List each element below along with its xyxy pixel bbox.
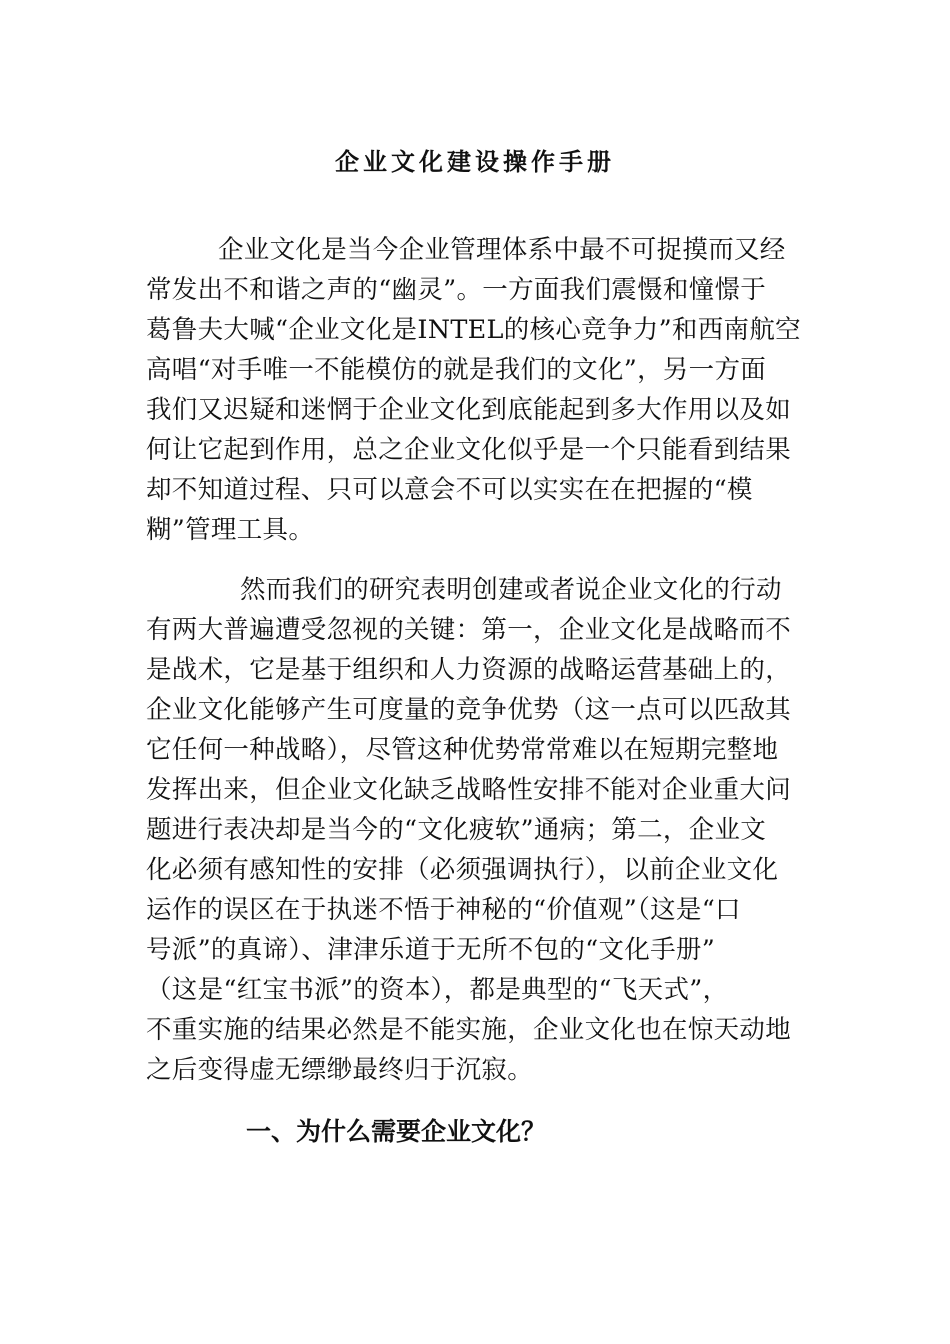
- paragraph-line: 常发出不和谐之声的“幽灵”。一方面我们震慑和憧憬于: [146, 275, 767, 305]
- paragraph-line: 发挥出来，但企业文化缺乏战略性安排不能对企业重大问: [146, 775, 792, 805]
- document-title: 企业文化建设操作手册: [335, 147, 615, 176]
- paragraph-line: 题进行表决却是当今的“文化疲软”通病；第二，企业文: [146, 815, 767, 845]
- paragraph-line: 糊”管理工具。: [146, 515, 315, 545]
- paragraph-line: 企业文化能够产生可度量的竞争优势（这一点可以匹敌其: [146, 695, 792, 725]
- paragraph-line: 之后变得虚无缥缈最终归于沉寂。: [146, 1055, 534, 1085]
- paragraph-line: 它任何一种战略），尽管这种优势常常难以在短期完整地: [146, 735, 779, 765]
- paragraph-line: 企业文化是当今企业管理体系中最不可捉摸而又经: [218, 235, 786, 265]
- paragraph-line: 化必须有感知性的安排（必须强调执行），以前企业文化: [146, 855, 779, 885]
- paragraph-line: 葛鲁夫大喊“企业文化是INTEL的核心竞争力”和西南航空: [146, 315, 801, 345]
- paragraph-intro: [146, 230, 808, 550]
- section-heading: 一、为什么需要企业文化？: [246, 1117, 547, 1146]
- paragraph-line: 何让它起到作用，总之企业文化似乎是一个只能看到结果: [146, 435, 792, 465]
- paragraph-line: 号派”的真谛）、津津乐道于无所不包的“文化手册”: [146, 935, 716, 965]
- paragraph-line: 运作的误区在于执迷不悟于神秘的“价值观”（这是“口: [146, 895, 741, 925]
- paragraph-line: 然而我们的研究表明创建或者说企业文化的行动: [240, 575, 782, 605]
- paragraph-line: （这是“红宝书派”的资本），都是典型的“飞天式”，: [146, 975, 729, 1005]
- paragraph-line: 我们又迟疑和迷惘于企业文化到底能起到多大作用以及如: [146, 395, 792, 425]
- paragraph-line: 不重实施的结果必然是不能实施，企业文化也在惊天动地: [146, 1015, 792, 1045]
- paragraph-line: 是战术，它是基于组织和人力资源的战略运营基础上的，: [146, 655, 792, 685]
- paragraph-line: 高唱“对手唯一不能模仿的就是我们的文化”，另一方面: [146, 355, 767, 385]
- paragraph-research: [146, 570, 808, 1090]
- paragraph-line: 却不知道过程、只可以意会不可以实实在在把握的“模: [146, 475, 753, 505]
- paragraph-line: 有两大普遍遭受忽视的关键：第一，企业文化是战略而不: [146, 615, 792, 645]
